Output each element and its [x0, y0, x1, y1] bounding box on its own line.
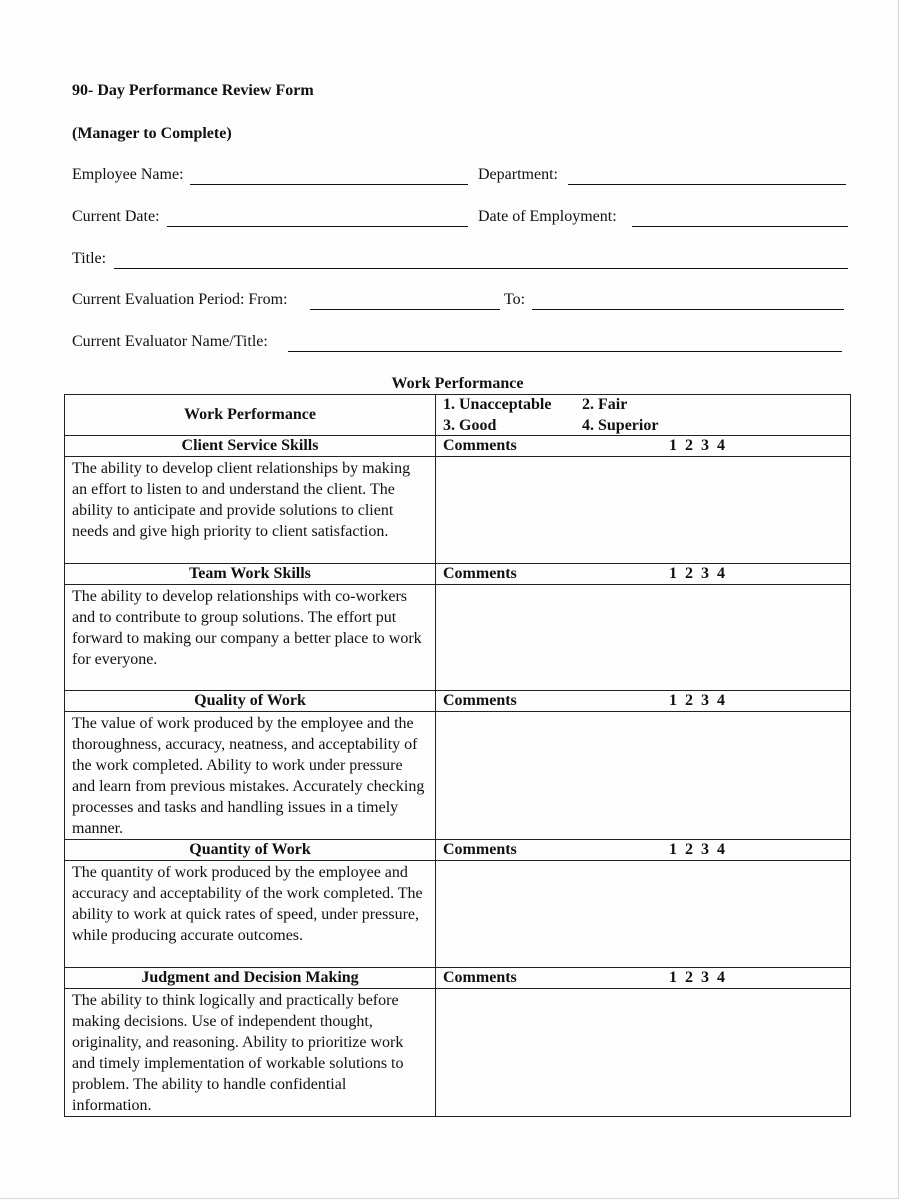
evaluation-to-field[interactable]: [532, 309, 844, 310]
work-performance-table: [64, 394, 851, 1117]
current-date-label: Current Date:: [72, 208, 160, 225]
rating-3: 3. Good: [443, 417, 497, 434]
rating-1: 1. Unacceptable: [443, 396, 552, 413]
section-description: The ability to develop client relationships by making an effort to listen to and understand the client. The ability to anticipate and provide solutions to client needs and give high priority to client satisfaction.: [65, 457, 436, 564]
title-label: Title:: [72, 250, 107, 267]
evaluation-from-label: Current Evaluation Period: From:: [72, 291, 288, 308]
table-caption: Work Performance: [391, 375, 524, 392]
section-description: The value of work produced by the employee and the thoroughness, accuracy, neatness, and acceptability of the work completed. Ability to work under pressure and learn from previous mistakes. Accurately checking processes and tasks and handling issues in a timely manner.: [65, 712, 436, 840]
section-title: Team Work Skills: [65, 564, 436, 585]
department-label: Department:: [478, 166, 558, 183]
form-title: 90- Day Performance Review Form: [72, 82, 314, 99]
comments-label: Comments: [443, 437, 517, 454]
comments-header: [436, 564, 851, 585]
comments-field[interactable]: [436, 585, 851, 691]
row-employee-department: [72, 166, 848, 190]
comments-field[interactable]: [436, 861, 851, 968]
department-field[interactable]: [568, 184, 846, 185]
title-field[interactable]: [114, 268, 848, 269]
employee-name-field[interactable]: [190, 184, 468, 185]
row-evaluator: [72, 333, 848, 357]
comments-label: Comments: [443, 841, 517, 858]
section-title: Client Service Skills: [65, 436, 436, 457]
row-evaluation-period: [72, 291, 848, 315]
comments-label: Comments: [443, 565, 517, 582]
rating-legend: [436, 395, 851, 436]
rating-scale[interactable]: 1 2 3 4: [669, 437, 725, 454]
row-date-employment: [72, 208, 848, 232]
comments-field[interactable]: [436, 712, 851, 840]
section-header-row: [65, 968, 851, 989]
section-body-row: [65, 712, 851, 840]
section-body-row: [65, 585, 851, 691]
row-title: [72, 250, 848, 274]
rating-scale[interactable]: 1 2 3 4: [669, 565, 725, 582]
section-body-row: [65, 457, 851, 564]
section-body-row: [65, 861, 851, 968]
comments-header: [436, 436, 851, 457]
section-title: Quantity of Work: [65, 840, 436, 861]
employee-name-label: Employee Name:: [72, 166, 184, 183]
rating-4: 4. Superior: [582, 417, 659, 434]
comments-label: Comments: [443, 969, 517, 986]
section-description: The ability to think logically and practically before making decisions. Use of independent thought, originality, and reasoning. Ability to prioritize work and timely implementation of workable solutions to problem. The ability to handle confidential information.: [65, 989, 436, 1117]
comments-label: Comments: [443, 692, 517, 709]
section-header-row: [65, 691, 851, 712]
evaluation-to-label: To:: [504, 291, 526, 308]
section-description: The quantity of work produced by the employee and accuracy and acceptability of the work completed. The ability to work at quick rates of speed, under pressure, while producing accurate outcomes.: [65, 861, 436, 968]
section-header-row: [65, 436, 851, 457]
comments-header: [436, 691, 851, 712]
comments-field[interactable]: [436, 457, 851, 564]
comments-header: [436, 840, 851, 861]
section-description: The ability to develop relationships with co-workers and to contribute to group solutions. The effort put forward to making our company a better place to work for everyone.: [65, 585, 436, 691]
comments-field[interactable]: [436, 989, 851, 1117]
evaluation-from-field[interactable]: [310, 309, 500, 310]
header-work-performance: Work Performance: [65, 395, 436, 436]
comments-header: [436, 968, 851, 989]
rating-scale[interactable]: 1 2 3 4: [669, 969, 725, 986]
rating-scale[interactable]: 1 2 3 4: [669, 692, 725, 709]
section-header-row: [65, 564, 851, 585]
section-header-row: [65, 840, 851, 861]
rating-scale[interactable]: 1 2 3 4: [669, 841, 725, 858]
evaluator-label: Current Evaluator Name/Title:: [72, 333, 268, 350]
evaluator-field[interactable]: [288, 351, 842, 352]
date-of-employment-label: Date of Employment:: [478, 208, 617, 225]
table-header-row: [65, 395, 851, 436]
rating-2: 2. Fair: [582, 396, 628, 413]
section-body-row: [65, 989, 851, 1117]
section-title: Quality of Work: [65, 691, 436, 712]
date-of-employment-field[interactable]: [632, 226, 848, 227]
section-title: Judgment and Decision Making: [65, 968, 436, 989]
form-subtitle: (Manager to Complete): [72, 125, 232, 142]
current-date-field[interactable]: [167, 226, 468, 227]
